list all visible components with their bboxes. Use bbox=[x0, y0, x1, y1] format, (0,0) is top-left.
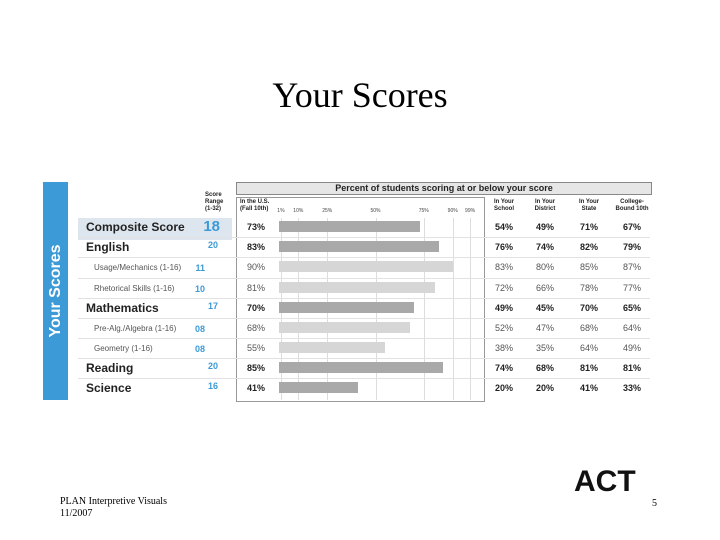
school-percentile: 54% bbox=[494, 222, 513, 232]
slide-title: Your Scores bbox=[272, 75, 448, 115]
school-percentile: 76% bbox=[494, 242, 513, 252]
state-percentile: 85% bbox=[579, 262, 598, 272]
your-scores-sidebar bbox=[43, 182, 68, 400]
footer bbox=[60, 496, 167, 520]
scale-tick: 90% bbox=[447, 208, 458, 214]
state-percentile: 71% bbox=[579, 222, 598, 232]
us-percentile-bar bbox=[279, 322, 410, 333]
score-value: 16 bbox=[207, 381, 218, 391]
school-percentile: 20% bbox=[494, 383, 513, 393]
college-percentile: 81% bbox=[622, 363, 641, 373]
school-percentile: 72% bbox=[494, 283, 513, 293]
district-percentile: 47% bbox=[535, 323, 554, 333]
state-percentile: 70% bbox=[579, 303, 598, 313]
college-percentile: 33% bbox=[622, 383, 641, 393]
sidebar-label: Your Scores bbox=[46, 244, 64, 338]
row-separator bbox=[78, 338, 650, 339]
us-percentile-bar bbox=[279, 261, 453, 272]
us-percentile: 41% bbox=[247, 383, 266, 393]
scale-tick: 99% bbox=[465, 208, 476, 214]
district-percentile: 80% bbox=[535, 262, 554, 272]
row-label: Rhetorical Skills (1-16) bbox=[94, 284, 175, 293]
score-value: 17 bbox=[207, 301, 218, 311]
district-percentile: 35% bbox=[535, 343, 554, 353]
state-percentile: 41% bbox=[579, 383, 598, 393]
scale-tick: 75% bbox=[418, 208, 429, 214]
state-percentile: 68% bbox=[579, 323, 598, 333]
college-percentile: 65% bbox=[622, 303, 641, 313]
college-percentile: 49% bbox=[622, 343, 641, 353]
grid-line bbox=[470, 218, 471, 400]
college-percentile: 77% bbox=[622, 283, 641, 293]
score-value: 18 bbox=[203, 218, 220, 235]
row-label: Reading bbox=[86, 361, 134, 375]
percent-header: Percent of students scoring at or below your score bbox=[236, 182, 652, 195]
us-percentile-bar bbox=[279, 382, 358, 393]
us-percentile: 83% bbox=[247, 242, 266, 252]
scale-tick: 50% bbox=[370, 208, 381, 214]
district-percentile: 68% bbox=[535, 363, 554, 373]
us-percentile: 81% bbox=[247, 283, 266, 293]
state-percentile: 78% bbox=[579, 283, 598, 293]
row-label: Composite Score bbox=[86, 220, 185, 234]
row-label: Usage/Mechanics (1-16) bbox=[94, 263, 182, 272]
row-label: Science bbox=[86, 381, 132, 395]
us-percentile: 90% bbox=[247, 262, 266, 272]
scale-tick: 10% bbox=[293, 208, 304, 214]
district-percentile: 74% bbox=[535, 242, 554, 252]
act-logo bbox=[574, 463, 666, 495]
school-percentile: 52% bbox=[494, 323, 513, 333]
row-separator bbox=[78, 278, 650, 279]
us-percentile: 68% bbox=[247, 323, 266, 333]
row-separator bbox=[78, 318, 650, 319]
district-percentile: 20% bbox=[535, 383, 554, 393]
us-percentile: 55% bbox=[247, 343, 266, 353]
scale-tick: 25% bbox=[322, 208, 333, 214]
us-percentile-bar bbox=[279, 342, 385, 353]
row-separator bbox=[78, 378, 650, 379]
score-value: 08 bbox=[194, 344, 205, 354]
row-label: Pre-Alg./Algebra (1-16) bbox=[94, 324, 177, 333]
us-percentile-bar bbox=[279, 302, 414, 313]
school-percentile: 83% bbox=[494, 262, 513, 272]
row-separator bbox=[78, 257, 650, 258]
score-value: 20 bbox=[207, 361, 218, 371]
us-header: In the U.S. (Fall 10th) bbox=[240, 199, 270, 212]
row-separator bbox=[78, 237, 650, 238]
us-percentile-bar bbox=[279, 241, 439, 252]
scale-tick: 1% bbox=[277, 208, 285, 214]
school-percentile: 74% bbox=[494, 363, 513, 373]
state-col-header: In Your State bbox=[578, 199, 600, 212]
us-percentile: 73% bbox=[247, 222, 266, 232]
grid-line bbox=[453, 218, 454, 400]
college-percentile: 67% bbox=[622, 222, 641, 232]
college-bound-col-header: College- Bound 10th bbox=[615, 199, 649, 212]
school-col-header: In Your School bbox=[493, 199, 515, 212]
school-percentile: 49% bbox=[494, 303, 513, 313]
score-value: 11 bbox=[195, 263, 205, 273]
school-percentile: 38% bbox=[494, 343, 513, 353]
district-percentile: 66% bbox=[535, 283, 554, 293]
district-col-header: In Your District bbox=[534, 199, 556, 212]
footer-line-1: PLAN Interpretive Visuals bbox=[60, 496, 167, 507]
state-percentile: 82% bbox=[579, 242, 598, 252]
us-percentile: 70% bbox=[247, 303, 266, 313]
us-percentile-bar bbox=[279, 282, 435, 293]
row-label: English bbox=[86, 240, 130, 254]
score-value: 10 bbox=[194, 284, 205, 294]
score-value: 20 bbox=[207, 240, 218, 250]
college-percentile: 79% bbox=[622, 242, 641, 252]
score-range-header: Score Range (1-32) bbox=[205, 192, 224, 212]
college-percentile: 64% bbox=[622, 323, 641, 333]
college-percentile: 87% bbox=[622, 262, 641, 272]
footer-line-2: 11/2007 bbox=[60, 508, 93, 519]
row-label: Mathematics bbox=[86, 301, 159, 315]
state-percentile: 81% bbox=[579, 363, 598, 373]
us-percentile-bar bbox=[279, 362, 443, 373]
row-label: Geometry (1-16) bbox=[94, 344, 153, 353]
us-percentile: 85% bbox=[247, 363, 266, 373]
row-separator bbox=[78, 358, 650, 359]
score-value: 08 bbox=[194, 324, 205, 334]
state-percentile: 64% bbox=[579, 343, 598, 353]
page-number: 5 bbox=[652, 498, 657, 509]
act-logo-text: ACT bbox=[574, 465, 636, 495]
row-separator bbox=[78, 298, 650, 299]
district-percentile: 49% bbox=[535, 222, 554, 232]
us-percentile-bar bbox=[279, 221, 420, 232]
district-percentile: 45% bbox=[535, 303, 554, 313]
